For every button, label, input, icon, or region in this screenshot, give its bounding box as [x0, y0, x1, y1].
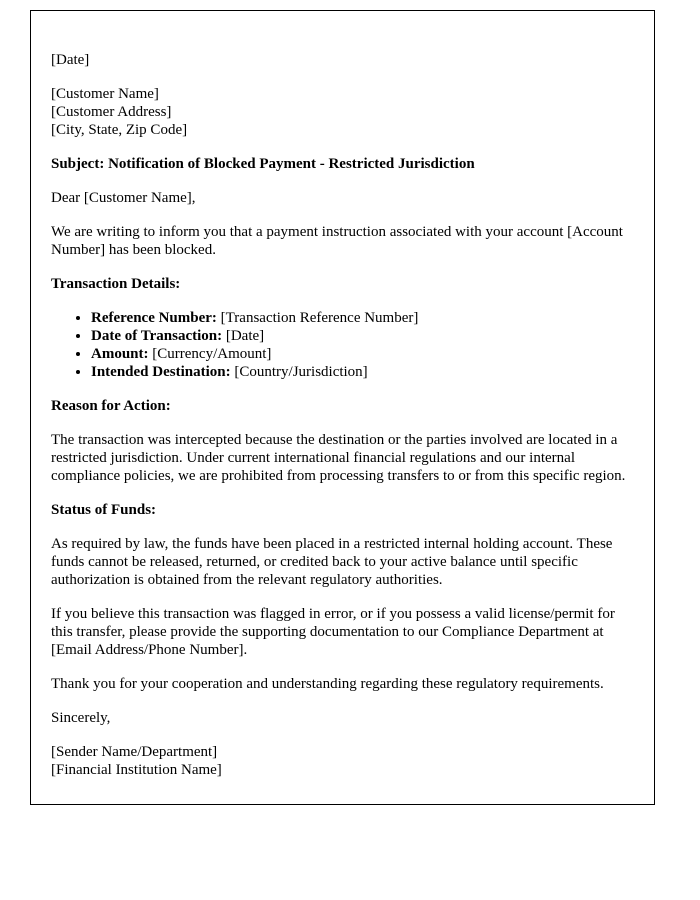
list-item [91, 309, 634, 327]
letter-document [30, 10, 655, 805]
transaction-item-value: [Transaction Reference Number] [220, 310, 419, 326]
list-item [91, 345, 634, 363]
list-item [91, 327, 634, 345]
transaction-item-value: [Currency/Amount] [152, 346, 272, 362]
transaction-item-label: Amount: [91, 346, 149, 362]
transaction-item-value: [Date] [225, 328, 265, 344]
recipient-city-state-zip: [City, State, Zip Code] [51, 122, 188, 138]
recipient-block [51, 85, 634, 139]
list-item [91, 363, 634, 381]
recipient-address: [Customer Address] [51, 104, 172, 120]
status-of-funds-heading: Status of Funds: [51, 502, 157, 518]
thanks-paragraph: Thank you for your cooperation and understanding regarding these regulatory requirements. [51, 676, 604, 692]
signature-block [51, 743, 634, 779]
transaction-item-value: [Country/Jurisdiction] [234, 364, 368, 380]
closing-line: Sincerely, [51, 710, 111, 726]
reason-paragraph: The transaction was intercepted because the destination or the parties involved are located in a restricted jurisdiction. Under current international financial regulations and our internal compliance policies, we are prohibited from processing transfers to or from this specific region. [51, 432, 626, 484]
subject-line: Subject: Notification of Blocked Payment - Restricted Jurisdiction [51, 156, 475, 172]
transaction-details-list [51, 309, 634, 381]
appeal-paragraph: If you believe this transaction was flagged in error, or if you possess a valid license/permit for this transfer, please provide the supporting documentation to our Compliance Department at [Email Address/Phone Number]. [51, 606, 615, 658]
recipient-name: [Customer Name] [51, 86, 159, 102]
salutation: Dear [Customer Name], [51, 190, 196, 206]
status-paragraph: As required by law, the funds have been placed in a restricted internal holding account. These funds cannot be released, returned, or credited back to your active balance until specific authorization is obtained from the relevant regulatory authorities. [51, 536, 613, 588]
transaction-item-label: Intended Destination: [91, 364, 231, 380]
sender-name: [Sender Name/Department] [51, 744, 218, 760]
transaction-item-label: Reference Number: [91, 310, 217, 326]
date-line: [Date] [51, 52, 90, 68]
reason-heading: Reason for Action: [51, 398, 171, 414]
sender-institution: [Financial Institution Name] [51, 762, 222, 778]
intro-paragraph: We are writing to inform you that a payment instruction associated with your account [Account Number] has been blocked. [51, 224, 623, 258]
transaction-details-heading: Transaction Details: [51, 276, 181, 292]
transaction-item-label: Date of Transaction: [91, 328, 223, 344]
